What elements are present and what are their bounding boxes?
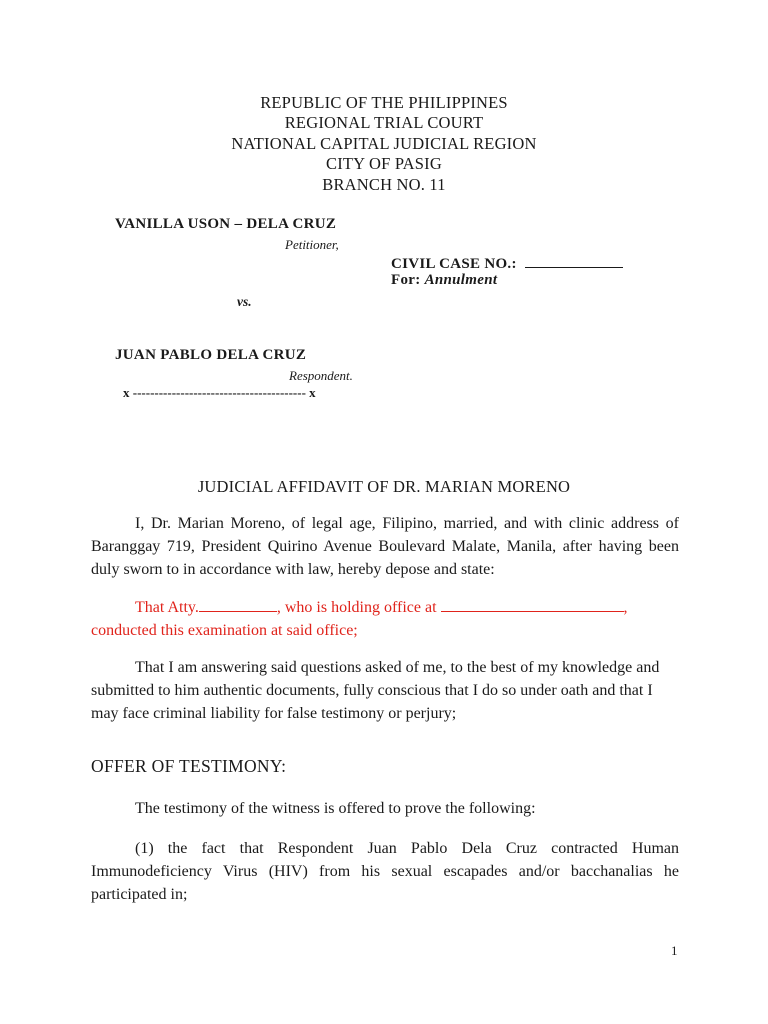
answering-paragraph [91, 656, 679, 725]
testimony-item-1 [91, 837, 679, 906]
affidavit-title: JUDICIAL AFFIDAVIT OF DR. MARIAN MORENO [197, 477, 571, 496]
offer-intro-text: The testimony of the witness is offered to prove the following: [135, 800, 536, 817]
offer-intro-paragraph [91, 797, 679, 820]
header-republic: REPUBLIC OF THE PHILIPPINES [260, 93, 508, 112]
header-branch: BRANCH NO. 11 [322, 175, 446, 194]
for-label: For: [391, 272, 421, 288]
civil-case-label: CIVIL CASE NO.: [391, 256, 517, 272]
respondent-role: Respondent. [289, 368, 353, 383]
petitioner-role: Petitioner, [285, 237, 339, 252]
atty-text [91, 596, 679, 619]
atty-part3: , [623, 599, 628, 616]
versus-label: vs. [237, 294, 252, 309]
respondent-name: JUAN PABLO DELA CRUZ [115, 347, 307, 363]
atty-part2: , who is holding office at [276, 599, 437, 616]
petitioner-name: VANILLA USON – DELA CRUZ [115, 216, 337, 232]
page-number: 1 [671, 943, 678, 958]
atty-paragraph [91, 596, 679, 642]
header-city: CITY OF PASIG [326, 154, 442, 173]
civil-case-blank [525, 253, 623, 268]
atty-name-blank [199, 597, 277, 612]
answering-text: That I am answering said questions asked of me, to the best of my knowledge and submitted to him authentic documents, fully conscious that I do so under oath and that I may face criminal liability for false testimony or perjury; [91, 659, 660, 722]
intro-text: I, Dr. Marian Moreno, of legal age, Filipino, married, and with clinic address of Baranggay 719, President Quirino Avenue Boulevard Malate, Manila, after having been duly sworn to in accordance with law, hereby depose and state: [91, 515, 679, 578]
offer-heading: OFFER OF TESTIMONY: [91, 756, 287, 776]
for-value: Annulment [424, 272, 498, 288]
intro-paragraph [91, 512, 679, 581]
atty-part4: conducted this examination at said office; [91, 622, 358, 639]
caption-separator: x ---------------------------------------- x [123, 385, 316, 400]
header-region: NATIONAL CAPITAL JUDICIAL REGION [231, 134, 537, 153]
atty-part1: That Atty. [135, 599, 199, 616]
item1-text: (1) the fact that Respondent Juan Pablo Dela Cruz contracted Human Immunodeficiency Virus (HIV) from his sexual escapades and/or bacchanalias he participated in; [91, 840, 679, 903]
civil-case-line [391, 253, 623, 273]
header-court: REGIONAL TRIAL COURT [284, 113, 484, 132]
office-address-blank [441, 597, 624, 612]
for-line [391, 272, 497, 289]
